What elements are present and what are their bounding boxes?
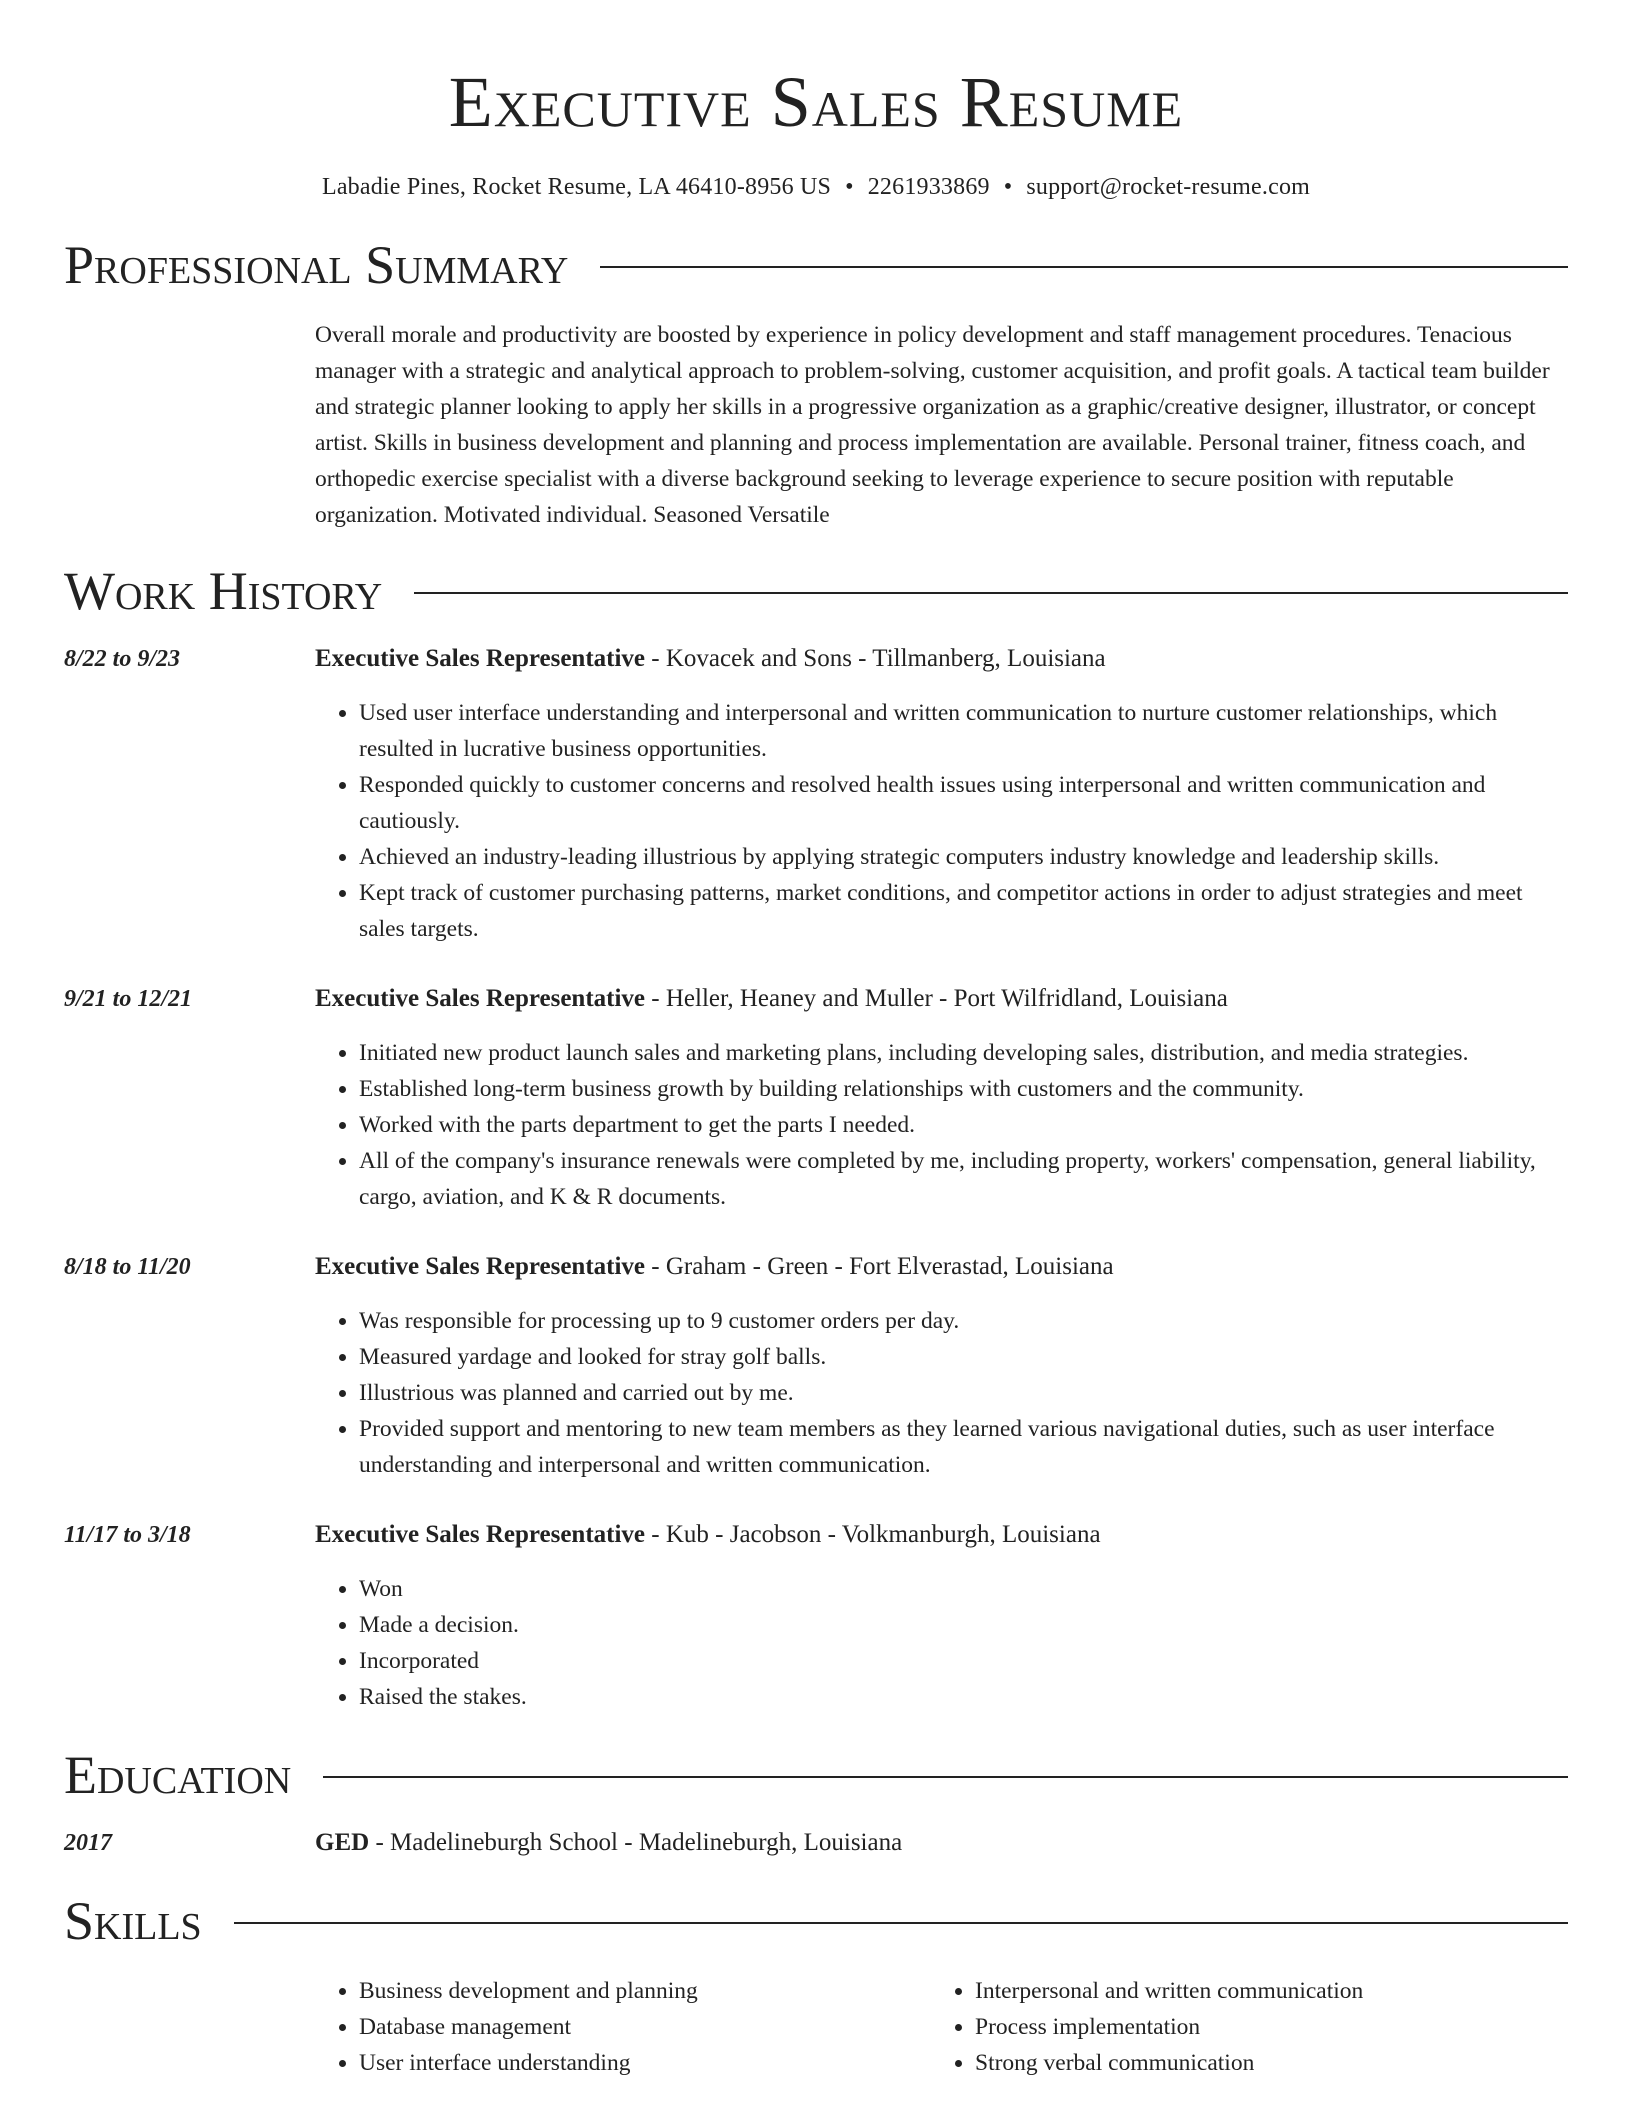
job-bullet: • Used user interface understanding and interpersonal and written communication to nurture customer relationships, which resulted in lucrative business opportunities. — [359, 695, 1568, 767]
job-bullet: • Achieved an industry-leading illustrious by applying strategic computers industry knowledge and leadership skills. — [359, 839, 1568, 875]
job-heading — [315, 1249, 1568, 1285]
skill-item: • Interpersonal and written communication — [975, 1973, 1568, 2009]
section-divider — [600, 266, 1568, 268]
job-bullet: • Initiated new product launch sales and marketing plans, including developing sales, distribution, and media strategies. — [359, 1035, 1568, 1071]
job-bullet: • All of the company's insurance renewals were completed by me, including property, workers' compensation, general liability, cargo, aviation, and K & R documents. — [359, 1143, 1568, 1215]
skills-column-right — [931, 1973, 1568, 2081]
job-entry — [64, 1517, 1568, 1715]
job-heading — [315, 641, 1568, 677]
summary-section-header — [64, 235, 1568, 295]
job-bullet: • Worked with the parts department to get the parts I needed. — [359, 1107, 1568, 1143]
job-role: Executive Sales Representative — [315, 1253, 646, 1280]
job-bullets — [315, 1035, 1568, 1215]
job-bullet: • Won — [359, 1571, 1568, 1607]
job-entry — [64, 641, 1568, 947]
job-bullet: • Provided support and mentoring to new team members as they learned various navigational duties, such as user interface understanding and interpersonal and written communication. — [359, 1411, 1568, 1483]
job-entry — [64, 1249, 1568, 1483]
job-bullet: • Was responsible for processing up to 9 customer orders per day. — [359, 1303, 1568, 1339]
contact-line — [64, 171, 1568, 203]
job-company-location: - Graham - Green - Fort Elverastad, Louisiana — [645, 1253, 1114, 1280]
job-bullets — [315, 1303, 1568, 1483]
job-role: Executive Sales Representative — [315, 985, 646, 1012]
job-bullet: • Measured yardage and looked for stray golf balls. — [359, 1339, 1568, 1375]
skills-list — [315, 1973, 1568, 2081]
summary-text: Overall morale and productivity are boosted by experience in policy development and staff management procedures. Tenacious manager with a strategic and analytical approach to problem-solving, customer acquisition, and profit goals. A tactical team builder and strategic planner looking to apply her skills in a progressive organization as a graphic/creative designer, illustrator, or concept artist. Skills in business development and planning and process implementation are available. Personal trainer, fitness coach, and orthopedic exercise specialist with a diverse background seeking to leverage experience to secure position with reputable organization. Motivated individual. Seasoned Versatile — [315, 322, 1550, 528]
contact-separator: • — [1003, 174, 1013, 200]
contact-email: support@rocket-resume.com — [1026, 174, 1311, 200]
section-title-education: Education — [64, 1745, 292, 1805]
job-entry — [64, 981, 1568, 1215]
skill-item: • User interface understanding — [359, 2045, 931, 2081]
contact-address: Labadie Pines, Rocket Resume, LA 46410-8956 US — [321, 174, 832, 200]
job-bullet: • Raised the stakes. — [359, 1679, 1568, 1715]
education-section-header — [64, 1745, 1568, 1805]
job-bullets — [315, 1571, 1568, 1715]
contact-separator: • — [845, 174, 854, 200]
section-title-summary: Professional Summary — [64, 235, 569, 295]
job-bullet: • Kept track of customer purchasing patterns, market conditions, and competitor actions in order to adjust strategies and meet sales targets. — [359, 875, 1568, 947]
skill-item: • Process implementation — [975, 2009, 1568, 2045]
job-dates: 8/22 to 9/23 — [64, 646, 181, 672]
section-title-skills: Skills — [64, 1891, 202, 1951]
education-year: 2017 — [64, 1830, 112, 1856]
skills-section-header — [64, 1891, 1568, 1951]
job-heading — [315, 981, 1568, 1017]
job-heading — [315, 1517, 1568, 1553]
section-divider — [234, 1922, 1568, 1924]
job-role: Executive Sales Representative — [315, 1521, 646, 1548]
education-entry — [64, 1825, 1568, 1861]
job-bullet: • Illustrious was planned and carried out by me. — [359, 1375, 1568, 1411]
resume-header — [64, 0, 1568, 203]
job-bullet: • Established long-term business growth by building relationships with customers and the community. — [359, 1071, 1568, 1107]
skill-item: • Business development and planning — [359, 1973, 931, 2009]
education-heading — [315, 1825, 1568, 1861]
section-divider — [414, 592, 1568, 594]
education-school-location: - Madelineburgh School - Madelineburgh, Louisiana — [369, 1829, 903, 1856]
section-title-work: Work History — [64, 561, 383, 621]
job-dates: 9/21 to 12/21 — [64, 986, 193, 1012]
job-company-location: - Kovacek and Sons - Tillmanberg, Louisiana — [645, 645, 1106, 672]
job-bullets — [315, 695, 1568, 947]
job-role: Executive Sales Representative — [315, 645, 646, 672]
work-section-header — [64, 561, 1568, 621]
job-bullet: • Incorporated — [359, 1643, 1568, 1679]
skills-column-left — [315, 1973, 931, 2081]
section-divider — [323, 1776, 1568, 1778]
contact-phone: 2261933869 — [867, 174, 990, 200]
job-dates: 11/17 to 3/18 — [64, 1522, 191, 1548]
resume-title: Executive Sales Resume — [448, 62, 1184, 142]
job-dates: 8/18 to 11/20 — [64, 1254, 191, 1280]
skill-item: • Strong verbal communication — [975, 2045, 1568, 2081]
job-company-location: - Heller, Heaney and Muller - Port Wilfridland, Louisiana — [645, 985, 1228, 1012]
job-bullet: • Responded quickly to customer concerns and resolved health issues using interpersonal and written communication and cautiously. — [359, 767, 1568, 839]
job-company-location: - Kub - Jacobson - Volkmanburgh, Louisiana — [645, 1521, 1101, 1548]
skill-item: • Database management — [359, 2009, 931, 2045]
job-bullet: • Made a decision. — [359, 1607, 1568, 1643]
education-degree: GED — [315, 1829, 370, 1856]
